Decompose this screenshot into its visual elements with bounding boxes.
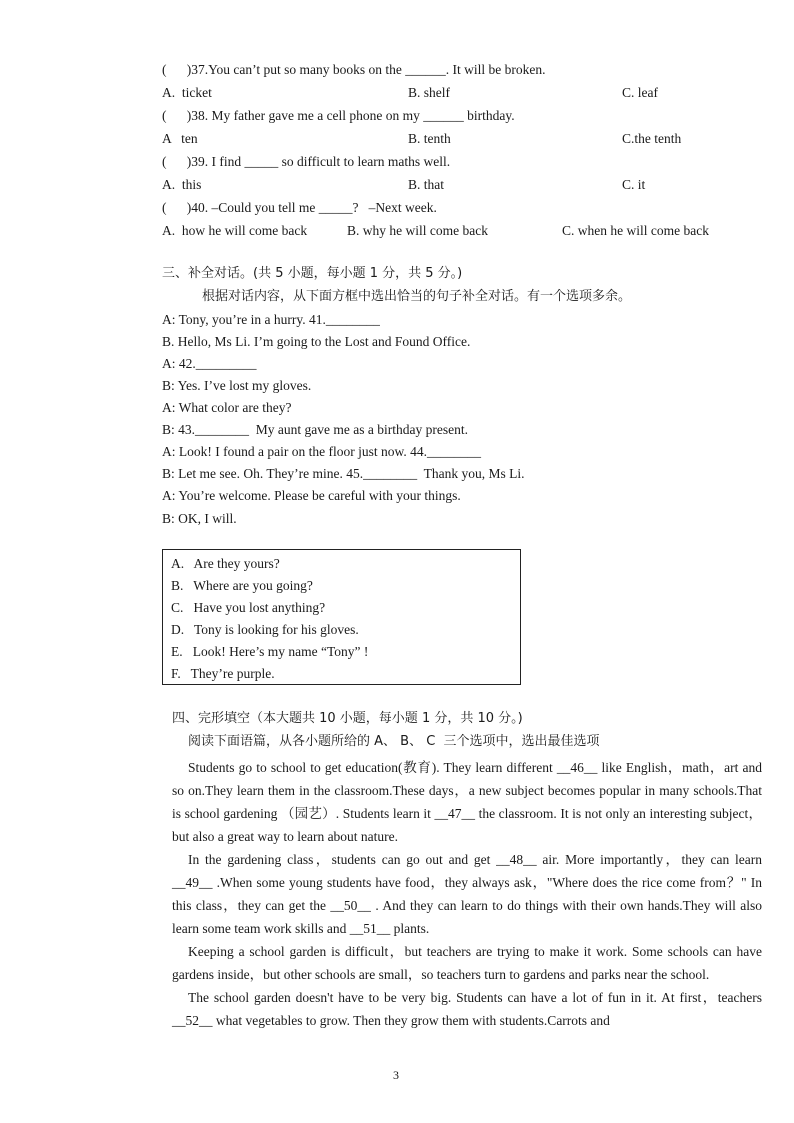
options-box <box>162 549 521 685</box>
section-3-instruction: 根据对话内容，从下面方框中选出恰当的句子补全对话。有一个选项多余。 <box>202 289 632 304</box>
option-item: A. Are they yours? <box>171 556 280 571</box>
page-number: 3 <box>393 1068 399 1082</box>
option-item: D. Tony is looking for his gloves. <box>171 622 359 637</box>
question-40-stem: ( )40. –Could you tell me _____? –Next week. <box>162 200 437 215</box>
passage-paragraph: Students go to school to get education(教育). They learn different __46__ like English，math，art and so on.They learn them in the classroom.These days，a new subject becomes popular in many schools.That is school gardening （园艺）. Students learn it __47__ the classroom. It is not only an interesting subject，but also a great way to learn about nature. <box>172 760 762 844</box>
question-37-option-c: C. leaf <box>622 85 658 100</box>
option-item: B. Where are you going? <box>171 578 313 593</box>
section-3-title: 三、补全对话。(共 5 小题，每小题 1 分，共 5 分。) <box>162 266 463 281</box>
dialogue-line: A: Look! I found a pair on the floor just now. 44.________ <box>162 444 481 459</box>
dialogue-line: B: Let me see. Oh. They’re mine. 45.________ Thank you, Ms Li. <box>162 466 525 481</box>
question-39-stem: ( )39. I find _____ so difficult to learn maths well. <box>162 154 451 169</box>
option-item: F. They’re purple. <box>171 666 275 681</box>
dialogue-line: A: You’re welcome. Please be careful with your things. <box>162 488 461 503</box>
dialogue-line: A: What color are they? <box>162 400 292 415</box>
question-39-option-b: B. that <box>408 177 444 192</box>
dialogue-line: B: Yes. I’ve lost my gloves. <box>162 378 312 393</box>
dialogue-line: A: Tony, you’re in a hurry. 41.________ <box>162 312 380 327</box>
section-4-title: 四、完形填空（本大题共 10 小题，每小题 1 分，共 10 分。) <box>172 711 523 726</box>
question-37-option-b: B. shelf <box>408 85 450 100</box>
question-37-option-a: A. ticket <box>162 85 212 100</box>
question-38-option-b: B. tenth <box>408 131 451 146</box>
passage-paragraph: In the gardening class，students can go out and get __48__ air. More importantly，they can learn __49__ .When some young students have food，they always ask，"Where does the rice come from？" In this class，they can get the __50__ . And they can learn to do things with their own hands.They will also learn some team work skills and __51__ plants. <box>172 852 762 936</box>
dialogue-line: B: OK, I will. <box>162 511 237 526</box>
passage-paragraph: Keeping a school garden is difficult，but teachers are trying to make it work. Some schools can have gardens inside，but other schools are small，so teachers turn to gardens and parks near the school. <box>172 944 762 982</box>
section-4-instruction: 阅读下面语篇，从各小题所给的 A、 B、 C 三个选项中，选出最佳选项 <box>188 734 600 749</box>
question-39-option-a: A. this <box>162 177 202 192</box>
question-40-option-c: C. when he will come back <box>562 223 709 238</box>
option-item: C. Have you lost anything? <box>171 600 326 615</box>
question-40-option-b: B. why he will come back <box>347 223 488 238</box>
question-38-option-a: A ten <box>162 131 198 146</box>
question-39-option-c: C. it <box>622 177 646 192</box>
question-37-stem: ( )37.You can’t put so many books on the ______. It will be broken. <box>162 62 546 77</box>
passage-paragraph: The school garden doesn't have to be very big. Students can have a lot of fun in it. At first，teachers __52__ what vegetables to grow. Then they grow them with students.Carrots and <box>172 990 762 1028</box>
question-40-option-a: A. how he will come back <box>162 223 308 238</box>
question-38-stem: ( )38. My father gave me a cell phone on my ______ birthday. <box>162 108 515 123</box>
option-item: E. Look! Here’s my name “Tony” ! <box>171 644 369 659</box>
dialogue-line: A: 42._________ <box>162 356 257 371</box>
dialogue-line: B. Hello, Ms Li. I’m going to the Lost and Found Office. <box>162 334 471 349</box>
cloze-passage <box>172 756 762 1032</box>
question-38-option-c: C.the tenth <box>622 131 682 146</box>
dialogue-line: B: 43.________ My aunt gave me as a birthday present. <box>162 422 468 437</box>
